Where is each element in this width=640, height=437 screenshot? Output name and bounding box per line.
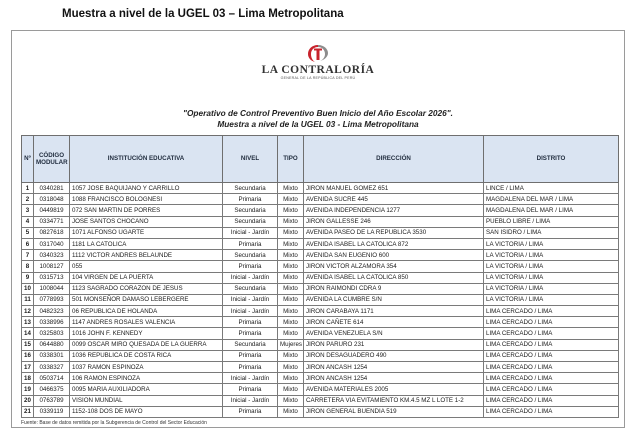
cell-type: Mixto xyxy=(278,306,304,317)
title-line-1: "Operativo de Control Preventivo Buen Inicio del Año Escolar 2026". xyxy=(183,108,453,118)
cell-level: Inicial - Jardín xyxy=(223,306,278,317)
cell-number: 12 xyxy=(22,306,34,317)
cell-address: CARRETERA VIA EVITAMIENTO KM.4.5 MZ L LOTE 1-2 xyxy=(304,395,484,406)
cell-number: 20 xyxy=(22,395,34,406)
cell-code: 1008044 xyxy=(34,283,70,294)
cell-type: Mixto xyxy=(278,283,304,294)
logo-name: LA CONTRALORÍA xyxy=(261,64,375,76)
cell-code: 0338327 xyxy=(34,362,70,373)
cell-address: AVENIDA PASEO DE LA REPUBLICA 3530 xyxy=(304,227,484,238)
cell-address: JIRON PARURO 231 xyxy=(304,339,484,350)
cell-address: JIRON ANCASH 1254 xyxy=(304,362,484,373)
cell-number: 15 xyxy=(22,339,34,350)
contraloria-logo xyxy=(12,43,624,80)
cell-type: Mixto xyxy=(278,227,304,238)
cell-district: LA VICTORIA / LIMA xyxy=(484,261,619,272)
cell-type: Mixto xyxy=(278,317,304,328)
table-row xyxy=(22,406,619,417)
header-type: TIPO xyxy=(278,136,304,183)
cell-district: SAN ISIDRO / LIMA xyxy=(484,227,619,238)
cell-number: 2 xyxy=(22,194,34,205)
cell-level: Inicial - Jardín xyxy=(223,395,278,406)
cell-institution: 06 REPUBLICA DE HOLANDA xyxy=(70,306,223,317)
cell-code: 1008127 xyxy=(34,261,70,272)
cell-type: Mixto xyxy=(278,395,304,406)
cell-district: LA VICTORIA / LIMA xyxy=(484,250,619,261)
table-row xyxy=(22,283,619,294)
cell-code: 0325803 xyxy=(34,328,70,339)
cell-level: Primaria xyxy=(223,194,278,205)
cell-district: LIMA CERCADO / LIMA xyxy=(484,328,619,339)
cell-code: 0449819 xyxy=(34,205,70,216)
cell-type: Mixto xyxy=(278,238,304,249)
header-level: NIVEL xyxy=(223,136,278,183)
cell-institution: 1088 FRANCISCO BOLOGNESI xyxy=(70,194,223,205)
cell-number: 1 xyxy=(22,183,34,194)
cell-level: Primaria xyxy=(223,328,278,339)
cell-type: Mixto xyxy=(278,384,304,395)
cell-address: JIRON VICTOR ALZAMORA 354 xyxy=(304,261,484,272)
table-row xyxy=(22,238,619,249)
cell-number: 6 xyxy=(22,238,34,249)
header-district: DISTRITO xyxy=(484,136,619,183)
cell-level: Secundaria xyxy=(223,250,278,261)
cell-level: Primaria xyxy=(223,384,278,395)
table-row xyxy=(22,373,619,384)
cell-institution: 1016 JOHN F. KENNEDY xyxy=(70,328,223,339)
cell-number: 9 xyxy=(22,272,34,283)
cell-district: LA VICTORIA / LIMA xyxy=(484,283,619,294)
cell-number: 14 xyxy=(22,328,34,339)
cell-address: JIRON ANCASH 1254 xyxy=(304,373,484,384)
cell-address: AVENIDA VENEZUELA S/N xyxy=(304,328,484,339)
cell-number: 11 xyxy=(22,294,34,305)
cell-code: 0334771 xyxy=(34,216,70,227)
cell-address: AVENIDA MATERIALES 2005 xyxy=(304,384,484,395)
cell-code: 0778993 xyxy=(34,294,70,305)
cell-number: 10 xyxy=(22,283,34,294)
cell-level: Inicial - Jardín xyxy=(223,294,278,305)
cell-institution: 104 VIRGEN DE LA PUERTA xyxy=(70,272,223,283)
cell-district: LIMA CERCADO / LIMA xyxy=(484,339,619,350)
cell-number: 21 xyxy=(22,406,34,417)
cell-code: 0827618 xyxy=(34,227,70,238)
cell-number: 4 xyxy=(22,216,34,227)
cell-institution: 055 xyxy=(70,261,223,272)
cell-level: Primaria xyxy=(223,238,278,249)
table-row xyxy=(22,261,619,272)
cell-district: LA VICTORIA / LIMA xyxy=(484,272,619,283)
header-number: Nº xyxy=(22,136,34,183)
cell-code: 0503714 xyxy=(34,373,70,384)
cell-address: JIRON GENERAL BUENDIA 519 xyxy=(304,406,484,417)
cell-institution: 501 MONSEÑOR DAMASO LEBERGERE xyxy=(70,294,223,305)
header-address: DIRECCIÓN xyxy=(304,136,484,183)
cell-district: LIMA CERCADO / LIMA xyxy=(484,362,619,373)
cell-code: 0317040 xyxy=(34,238,70,249)
cell-code: 0340323 xyxy=(34,250,70,261)
table-row xyxy=(22,205,619,216)
cell-institution: 072 SAN MARTIN DE PORRES xyxy=(70,205,223,216)
cell-code: 0318048 xyxy=(34,194,70,205)
cell-number: 8 xyxy=(22,261,34,272)
cell-institution: 1036 REPUBLICA DE COSTA RICA xyxy=(70,350,223,361)
table-row xyxy=(22,339,619,350)
cell-address: JIRON DESAGUADERO 490 xyxy=(304,350,484,361)
cell-district: MAGDALENA DEL MAR / LIMA xyxy=(484,205,619,216)
cell-code: 0338996 xyxy=(34,317,70,328)
cell-level: Primaria xyxy=(223,350,278,361)
cell-number: 19 xyxy=(22,384,34,395)
cell-type: Mixto xyxy=(278,183,304,194)
cell-level: Inicial - Jardín xyxy=(223,373,278,384)
table-row xyxy=(22,306,619,317)
cell-level: Primaria xyxy=(223,261,278,272)
cell-institution: 1037 RAMON ESPINOZA xyxy=(70,362,223,373)
contraloria-emblem-icon xyxy=(305,43,331,63)
cell-type: Mixto xyxy=(278,194,304,205)
cell-address: AVENIDA ISABEL LA CATOLICA 850 xyxy=(304,272,484,283)
cell-institution: 1071 ALFONSO UGARTE xyxy=(70,227,223,238)
cell-address: JIRON RAIMONDI CDRA 9 xyxy=(304,283,484,294)
cell-level: Primaria xyxy=(223,317,278,328)
cell-address: JIRON CARABAYA 1171 xyxy=(304,306,484,317)
cell-level: Primaria xyxy=(223,362,278,373)
table-row xyxy=(22,183,619,194)
cell-number: 17 xyxy=(22,362,34,373)
cell-institution: 0095 MARIA AUXILIADORA xyxy=(70,384,223,395)
table-row xyxy=(22,272,619,283)
cell-number: 13 xyxy=(22,317,34,328)
document-image xyxy=(11,30,625,428)
table-row xyxy=(22,250,619,261)
cell-level: Secundaria xyxy=(223,205,278,216)
table-header-row xyxy=(22,136,619,183)
cell-code: 0763789 xyxy=(34,395,70,406)
table-row xyxy=(22,227,619,238)
logo-subtitle: GENERAL DE LA REPÚBLICA DEL PERÚ xyxy=(280,76,356,80)
cell-address: AVENIDA LA CUMBRE S/N xyxy=(304,294,484,305)
cell-district: LIMA CERCADO / LIMA xyxy=(484,406,619,417)
cell-address: AVENIDA SAN EUGENIO 600 xyxy=(304,250,484,261)
table-row xyxy=(22,362,619,373)
cell-number: 18 xyxy=(22,373,34,384)
cell-code: 0315713 xyxy=(34,272,70,283)
table-row xyxy=(22,350,619,361)
cell-type: Mixto xyxy=(278,362,304,373)
cell-address: JIRON CAÑETE 614 xyxy=(304,317,484,328)
cell-address: AVENIDA ISABEL LA CATOLICA 872 xyxy=(304,238,484,249)
cell-level: Inicial - Jardín xyxy=(223,272,278,283)
cell-institution: 1152-108 DOS DE MAYO xyxy=(70,406,223,417)
cell-institution: 1123 SAGRADO CORAZON DE JESUS xyxy=(70,283,223,294)
cell-level: Secundaria xyxy=(223,183,278,194)
cell-institution: 0099 OSCAR MIRO QUESADA DE LA GUERRA xyxy=(70,339,223,350)
cell-code: 0644880 xyxy=(34,339,70,350)
table-row xyxy=(22,395,619,406)
cell-number: 5 xyxy=(22,227,34,238)
cell-number: 7 xyxy=(22,250,34,261)
cell-institution: VISION MUNDIAL xyxy=(70,395,223,406)
table-row xyxy=(22,317,619,328)
cell-district: LIMA CERCADO / LIMA xyxy=(484,373,619,384)
cell-district: PUEBLO LIBRE / LIMA xyxy=(484,216,619,227)
cell-institution: 1181 LA CATOLICA xyxy=(70,238,223,249)
cell-institution: 1147 ANDRES ROSALES VALENCIA xyxy=(70,317,223,328)
cell-district: LINCE / LIMA xyxy=(484,183,619,194)
cell-district: LA VICTORIA / LIMA xyxy=(484,294,619,305)
cell-institution: 1057 JOSE BAQUIJANO Y CARRILLO xyxy=(70,183,223,194)
cell-type: Mixto xyxy=(278,216,304,227)
cell-code: 0482323 xyxy=(34,306,70,317)
cell-type: Mixto xyxy=(278,328,304,339)
cell-district: LIMA CERCADO / LIMA xyxy=(484,395,619,406)
cell-type: Mixto xyxy=(278,261,304,272)
page-heading: Muestra a nivel de la UGEL 03 – Lima Metropolitana xyxy=(62,8,344,20)
cell-level: Secundaria xyxy=(223,283,278,294)
cell-institution: 1112 VICTOR ANDRES BELAUNDE xyxy=(70,250,223,261)
cell-level: Secundaria xyxy=(223,216,278,227)
cell-type: Mixto xyxy=(278,205,304,216)
title-line-2: Muestra a nivel de la UGEL 03 - Lima Metropolitana xyxy=(217,118,419,129)
cell-address: JIRON MANUEL GOMEZ 651 xyxy=(304,183,484,194)
cell-district: LIMA CERCADO / LIMA xyxy=(484,306,619,317)
cell-code: 0466375 xyxy=(34,384,70,395)
header-institution: INSTITUCIÓN EDUCATIVA xyxy=(70,136,223,183)
table-row xyxy=(22,384,619,395)
table-row xyxy=(22,216,619,227)
cell-district: LIMA CERCADO / LIMA xyxy=(484,317,619,328)
document-title xyxy=(12,108,624,129)
cell-type: Mixto xyxy=(278,250,304,261)
table-row xyxy=(22,328,619,339)
cell-address: AVENIDA INDEPENDENCIA 1277 xyxy=(304,205,484,216)
cell-institution: 106 RAMON ESPINOZA xyxy=(70,373,223,384)
cell-district: LA VICTORIA / LIMA xyxy=(484,238,619,249)
cell-code: 0340281 xyxy=(34,183,70,194)
cell-type: Mujeres xyxy=(278,339,304,350)
cell-type: Mixto xyxy=(278,294,304,305)
cell-number: 16 xyxy=(22,350,34,361)
cell-address: AVENIDA SUCRE 445 xyxy=(304,194,484,205)
cell-level: Inicial - Jardín xyxy=(223,227,278,238)
source-footnote: Fuente: Base de datos remitida por la Subgerencia de Control del Sector Educación xyxy=(21,420,207,426)
table-row xyxy=(22,294,619,305)
table-row xyxy=(22,194,619,205)
cell-type: Mixto xyxy=(278,272,304,283)
cell-type: Mixto xyxy=(278,350,304,361)
cell-level: Secundaria xyxy=(223,339,278,350)
cell-district: MAGDALENA DEL MAR / LIMA xyxy=(484,194,619,205)
cell-number: 3 xyxy=(22,205,34,216)
institutions-table xyxy=(21,135,619,418)
cell-district: LIMA CERCADO / LIMA xyxy=(484,350,619,361)
cell-address: JIRON GALLESSE 246 xyxy=(304,216,484,227)
cell-type: Mixto xyxy=(278,373,304,384)
cell-level: Primaria xyxy=(223,406,278,417)
header-code: CÓDIGO MODULAR xyxy=(34,136,70,183)
cell-code: 0338301 xyxy=(34,350,70,361)
cell-district: LIMA CERCADO / LIMA xyxy=(484,384,619,395)
cell-type: Mixto xyxy=(278,406,304,417)
cell-institution: JOSE SANTOS CHOCANO xyxy=(70,216,223,227)
cell-code: 0339119 xyxy=(34,406,70,417)
